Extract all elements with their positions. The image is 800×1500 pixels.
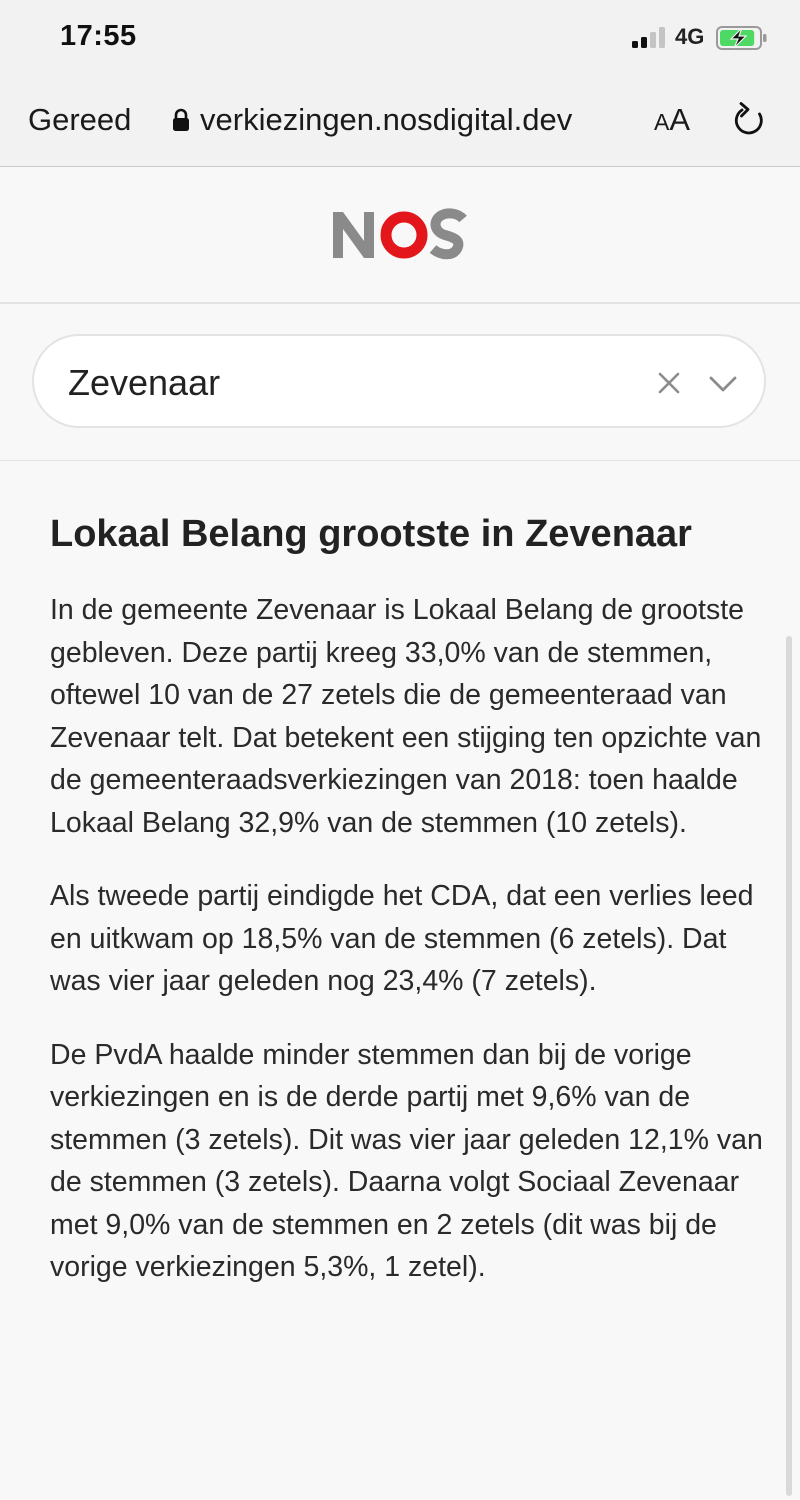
logo-letter-s (433, 213, 463, 254)
reload-icon[interactable] (730, 100, 768, 140)
logo-letter-o (386, 217, 422, 253)
signal-bar (659, 27, 665, 48)
url-address-field[interactable] (200, 102, 625, 138)
logo-letter-n (333, 212, 374, 258)
done-button[interactable]: Gereed (28, 102, 132, 137)
article (50, 511, 765, 1320)
signal-bar (641, 37, 647, 48)
article-content (0, 461, 800, 1500)
article-paragraph: In de gemeente Zevenaar is Lokaal Belang de grootste gebleven. Deze partij kreeg 33,0% van de stemmen, oftewel 10 van de 27 zetels die de gemeenteraad van Zevenaar telt. Dat betekent een stijging ten opzichte van de gemeenteraadsverkiezingen van 2018: toen haalde Lokaal Belang 32,9% van de stemmen (10 zetels). (50, 594, 762, 839)
chevron-down-icon[interactable] (708, 374, 738, 394)
signal-bar (632, 41, 638, 48)
status-time: 17:55 (60, 20, 137, 52)
clear-icon[interactable] (656, 370, 682, 396)
browser-toolbar (0, 78, 800, 167)
site-header (0, 167, 800, 304)
municipality-search-input[interactable] (32, 334, 766, 428)
battery-icon (716, 26, 768, 50)
network-type: 4G (675, 24, 705, 49)
article-title: Lokaal Belang grootste in Zevenaar (50, 513, 692, 555)
url-text: verkiezingen.nosdigital.dev (200, 102, 573, 137)
signal-bar (650, 32, 656, 48)
search-value: Zevenaar (68, 362, 221, 403)
status-bar (0, 0, 800, 78)
page-scrollbar[interactable] (786, 636, 792, 1496)
nos-logo[interactable] (330, 207, 470, 263)
text-size-button[interactable] (654, 102, 690, 138)
cellular-signal-icon (632, 26, 668, 48)
text-size-large-a: A (669, 102, 691, 137)
lock-icon (172, 108, 190, 132)
article-paragraph: Als tweede partij eindigde het CDA, dat een verlies leed en uitkwam op 18,5% van de stemmen (6 zetels). Dat was vier jaar geleden nog 23,4% (7 zetels). (50, 880, 754, 997)
municipality-search-section (0, 304, 800, 462)
text-size-small-a: A (654, 109, 670, 135)
article-paragraph: De PvdA haalde minder stemmen dan bij de vorige verkiezingen en is de derde partij met 9,6% van de stemmen (3 zetels). Dit was vier jaar geleden 12,1% van de stemmen (3 zetels). Daarna volgt Sociaal Zevenaar met 9,0% van de stemmen en 2 zetels (dit was bij de vorige verkiezingen 5,3%, 1 zetel). (50, 1038, 763, 1283)
